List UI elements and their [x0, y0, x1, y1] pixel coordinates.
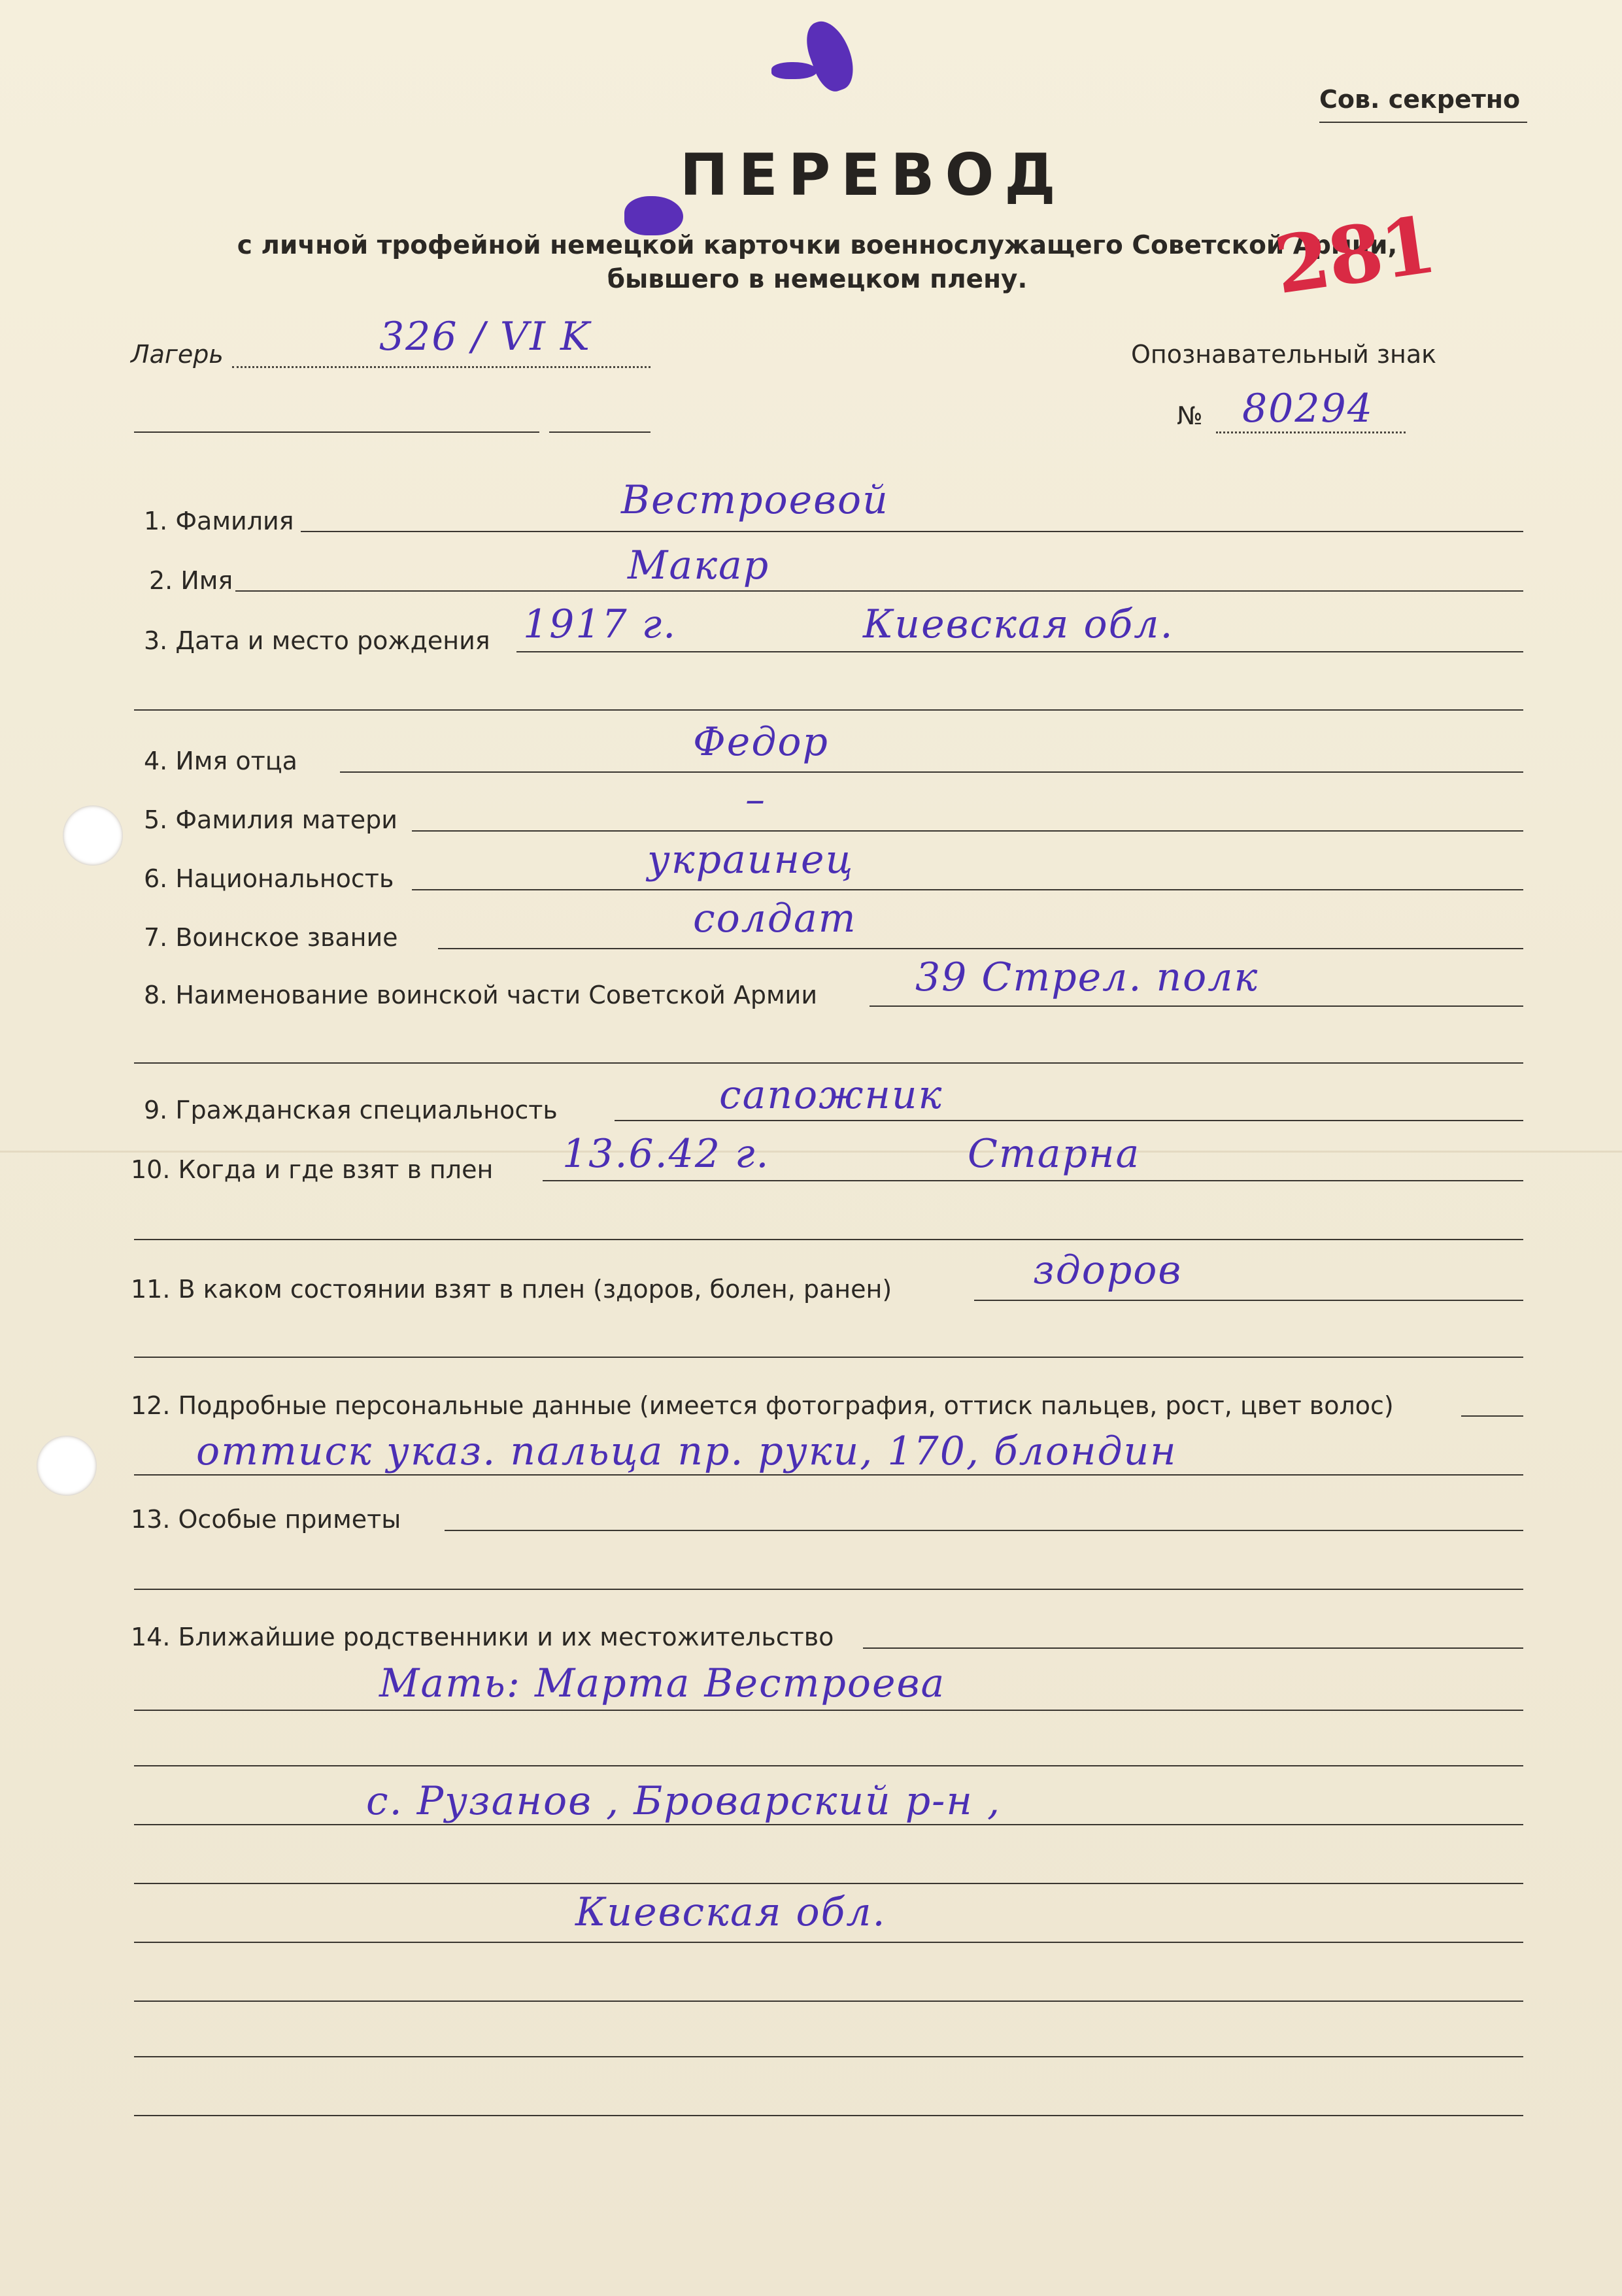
field-13-line	[445, 1530, 1523, 1531]
field-1-label: 1. Фамилия	[144, 507, 294, 535]
relatives-rule-5	[134, 1942, 1523, 1943]
field-6-value: украинец	[647, 837, 854, 883]
field-10-label: 10. Когда и где взят в плен	[131, 1155, 494, 1184]
field-1-value: Вестроевой	[621, 477, 889, 523]
relatives-line-1: Мать: Марта Вестроева	[379, 1661, 946, 1706]
field-10-line-2	[134, 1239, 1523, 1240]
field-13-line-2	[134, 1589, 1523, 1590]
field-11-label: 11. В каком состоянии взят в плен (здоров, болен, ранен)	[131, 1275, 892, 1304]
field-9-label: 9. Гражданская специальность	[144, 1096, 558, 1124]
camp-value: 326 / VI K	[379, 314, 591, 360]
id-tag-number: 80294	[1242, 386, 1374, 431]
subtitle-line-1: с личной трофейной немецкой карточки военнослужащего Советской Армии,	[237, 231, 1398, 260]
field-3-label: 3. Дата и место рождения	[144, 626, 490, 655]
field-7-line	[438, 948, 1523, 949]
field-8-label: 8. Наименование воинской части Советской Армии	[144, 981, 818, 1009]
field-8-line	[870, 1005, 1523, 1007]
field-12-label: 12. Подробные персональные данные (имеется фотография, оттиск пальцев, рост, цвет волос)	[131, 1391, 1394, 1420]
ink-blot-top	[800, 15, 861, 96]
punch-hole-lower	[37, 1436, 97, 1496]
relatives-rule-7	[134, 2056, 1523, 2057]
relatives-rule-3	[134, 1824, 1523, 1825]
field-10-value: 13.6.42 г.	[562, 1131, 770, 1177]
relatives-rule-2	[134, 1765, 1523, 1766]
field-11-line	[974, 1300, 1523, 1301]
subtitle-line-2: бывшего в немецком плену.	[607, 265, 1028, 294]
red-registration-stamp: 281	[1269, 198, 1441, 312]
field-6-line	[412, 889, 1523, 890]
field-12-line-2	[134, 1474, 1523, 1476]
field-12-value: оттиск указ. пальца пр. руки, 170, блондин	[196, 1428, 1177, 1474]
document-subtitle	[196, 229, 1438, 297]
relatives-rule-4	[134, 1883, 1523, 1884]
field-7-label: 7. Воинское звание	[144, 923, 398, 952]
field-10-value-2: Старна	[968, 1131, 1141, 1177]
field-4-value: Федор	[693, 719, 829, 765]
field-5-line	[412, 830, 1523, 832]
field-3-value: 1917 г.	[523, 601, 677, 647]
field-3-line-2	[134, 709, 1523, 711]
relatives-line-3: Киевская обл.	[575, 1889, 887, 1935]
relatives-rule-8	[134, 2115, 1523, 2116]
ink-smudge-top	[771, 62, 817, 79]
field-10-line	[543, 1180, 1523, 1181]
field-1-line	[301, 531, 1523, 532]
paper-fold	[0, 1151, 1622, 1153]
field-4-line	[340, 771, 1523, 773]
id-tag-label: Опознавательный знак	[1131, 340, 1437, 369]
field-13-label: 13. Особые приметы	[131, 1505, 401, 1534]
field-3-line	[516, 651, 1523, 652]
field-4-label: 4. Имя отца	[144, 747, 297, 775]
relatives-line-2: с. Рузанов , Броварский р-н ,	[366, 1778, 1002, 1824]
classification-underline	[1319, 122, 1527, 123]
field-12-line	[1461, 1415, 1523, 1417]
field-8-line-2	[134, 1062, 1523, 1064]
field-3-value-2: Киевская обл.	[863, 601, 1174, 647]
field-5-label: 5. Фамилия матери	[144, 805, 397, 834]
field-14-label: 14. Ближайшие родственники и их местожительство	[131, 1623, 834, 1651]
camp-label: Лагерь	[131, 340, 224, 369]
field-8-value: 39 Стрел. полк	[915, 954, 1259, 1000]
field-11-line-2	[134, 1357, 1523, 1358]
id-tag-number-prefix: №	[1177, 401, 1203, 430]
field-2-label: 2. Имя	[149, 566, 233, 595]
field-2-line	[235, 590, 1523, 592]
field-7-value: солдат	[693, 896, 857, 941]
relatives-rule-1	[134, 1710, 1523, 1711]
field-5-value: –	[745, 777, 766, 822]
field-11-value: здоров	[1033, 1247, 1183, 1293]
camp-line-2a	[134, 431, 539, 433]
field-9-line	[615, 1120, 1523, 1121]
id-tag-line	[1216, 431, 1406, 433]
camp-line-2b	[549, 431, 650, 433]
field-6-label: 6. Национальность	[144, 864, 394, 893]
camp-line	[232, 366, 650, 368]
document-title: ПЕРЕВОД	[680, 141, 1066, 209]
relatives-rule-6	[134, 2001, 1523, 2002]
classification-label: Сов. секретно	[1319, 85, 1521, 114]
field-9-value: сапожник	[719, 1072, 943, 1118]
field-2-value: Макар	[628, 543, 770, 588]
punch-hole-upper	[63, 805, 123, 866]
field-14-line	[863, 1647, 1523, 1649]
